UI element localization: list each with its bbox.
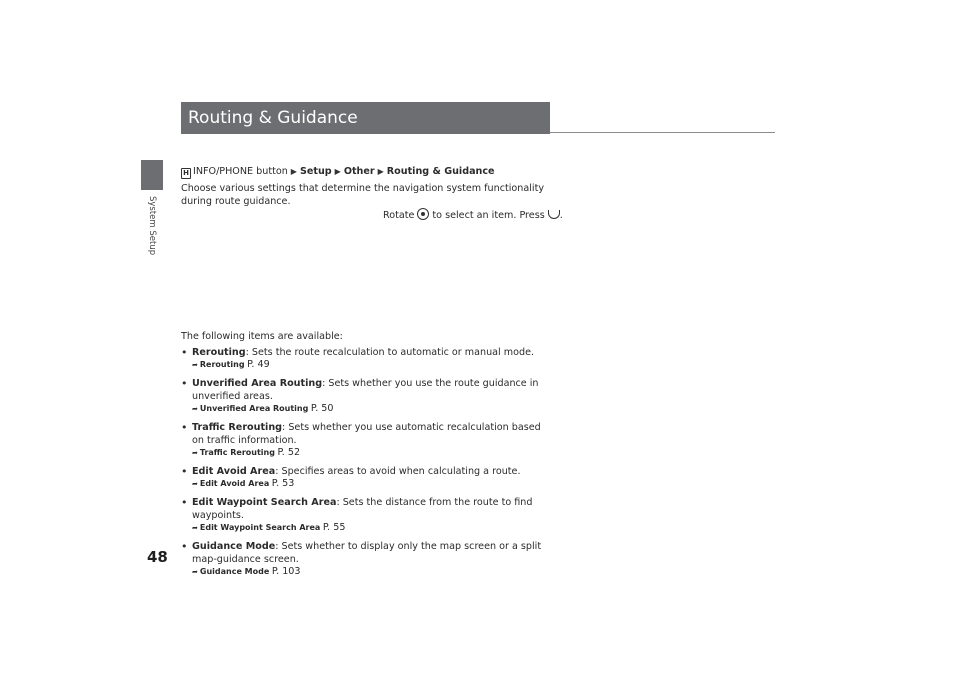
list-item	[181, 496, 553, 534]
item-desc: : Sets the distance from the route to find waypoints.	[192, 497, 533, 521]
breadcrumb-arrow-icon: ▶	[377, 167, 384, 176]
cross-reference-icon: ➦	[192, 524, 198, 532]
ref-name: Rerouting	[199, 360, 245, 369]
intro-paragraph: Choose various settings that determine the navigation system functionality during route guidance.	[181, 183, 545, 207]
cross-reference-icon: ➦	[192, 568, 198, 576]
item-term: Edit Waypoint Search Area	[192, 497, 337, 508]
ref-page: P. 49	[247, 359, 270, 370]
cross-reference-icon: ➦	[192, 449, 198, 457]
instruction-middle: to select an item. Press	[432, 210, 545, 221]
interface-dial-icon	[417, 208, 429, 220]
instruction-before: Rotate	[383, 210, 415, 221]
breadcrumb-arrow-icon: ▶	[334, 167, 341, 176]
list-item	[181, 421, 553, 459]
item-desc: : Sets whether you use automatic recalculation based on traffic information.	[192, 422, 541, 446]
list-item	[181, 465, 553, 490]
breadcrumb-step-other: Other	[343, 166, 375, 177]
breadcrumb-step-routing: Routing & Guidance	[386, 166, 495, 177]
breadcrumb	[181, 165, 556, 179]
ref-page: P. 103	[271, 566, 301, 577]
items-list-container	[181, 346, 553, 584]
side-tab-marker	[141, 160, 163, 190]
list-item	[181, 377, 553, 415]
breadcrumb-start: INFO/PHONE button	[193, 166, 288, 177]
ref-name: Edit Waypoint Search Area	[199, 523, 321, 532]
ref-name: Guidance Mode	[199, 567, 270, 576]
section-title: Routing & Guidance	[181, 102, 550, 134]
cross-reference[interactable]	[192, 403, 553, 415]
cross-reference[interactable]	[192, 566, 553, 578]
list-intro: The following items are available:	[181, 331, 343, 342]
page-number: 48	[147, 548, 168, 566]
breadcrumb-arrow-icon: ▶	[290, 167, 297, 176]
ref-name: Edit Avoid Area	[199, 479, 270, 488]
list-item	[181, 540, 553, 578]
cross-reference[interactable]	[192, 359, 553, 371]
item-term: Rerouting	[192, 347, 246, 358]
ref-page: P. 53	[271, 478, 295, 489]
ref-page: P. 52	[277, 447, 301, 458]
interface-press-icon	[548, 210, 560, 219]
ref-page: P. 55	[322, 522, 346, 533]
instruction-after: .	[559, 210, 563, 221]
ref-name: Unverified Area Routing	[199, 404, 309, 413]
title-divider	[550, 132, 775, 133]
item-term: Guidance Mode	[192, 541, 276, 552]
item-term: Edit Avoid Area	[192, 466, 276, 477]
ref-name: Traffic Rerouting	[199, 448, 275, 457]
item-term: Unverified Area Routing	[192, 378, 323, 389]
home-button-icon: H	[181, 168, 191, 179]
cross-reference-icon: ➦	[192, 480, 198, 488]
item-desc: : Sets whether to display only the map screen or a split map-guidance screen.	[192, 541, 542, 565]
cross-reference[interactable]	[192, 522, 553, 534]
item-desc: : Sets whether you use the route guidance in unverified areas.	[192, 378, 539, 402]
item-desc: : Specifies areas to avoid when calculating a route.	[275, 466, 521, 477]
instruction-line	[383, 208, 563, 222]
side-section-label: System Setup	[147, 196, 157, 256]
list-item	[181, 346, 553, 371]
items-list	[181, 346, 553, 578]
cross-reference-icon: ➦	[192, 405, 198, 413]
ref-page: P. 50	[310, 403, 334, 414]
item-desc: : Sets the route recalculation to automatic or manual mode.	[245, 347, 535, 358]
cross-reference[interactable]	[192, 478, 553, 490]
cross-reference-icon: ➦	[192, 361, 198, 369]
breadcrumb-step-setup: Setup	[299, 166, 332, 177]
cross-reference[interactable]	[192, 447, 553, 459]
item-term: Traffic Rerouting	[192, 422, 283, 433]
